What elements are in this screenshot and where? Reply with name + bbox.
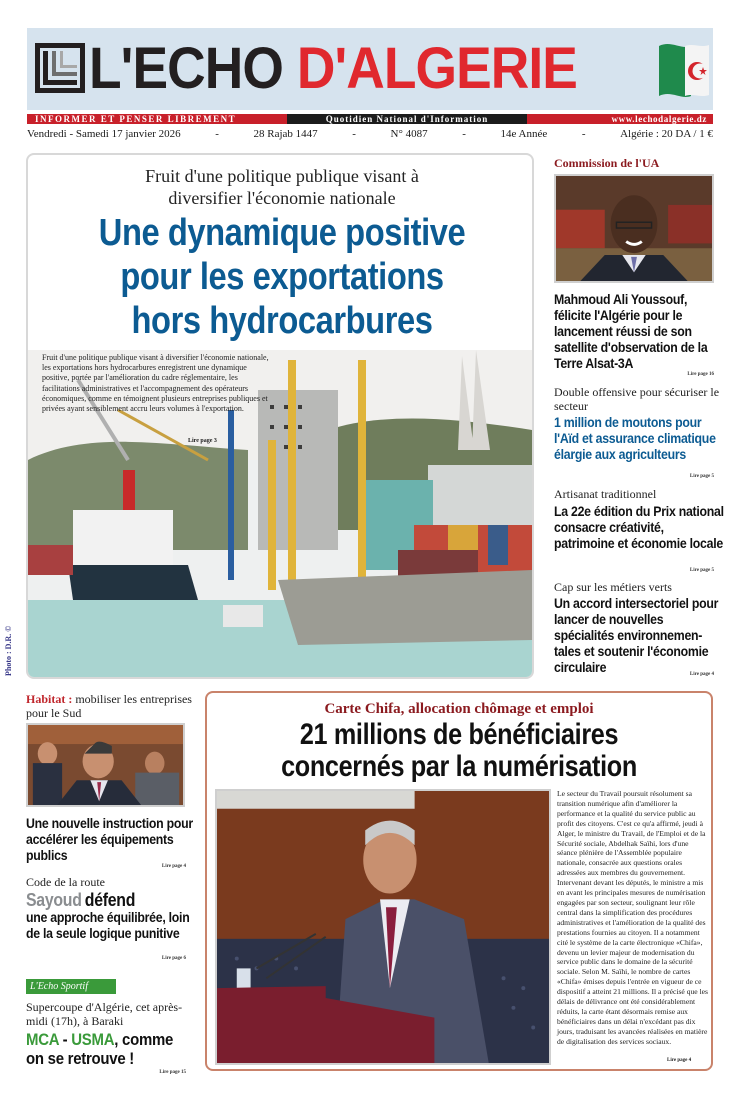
paper-type: Quotidien National d'Information xyxy=(287,114,527,124)
metiers-read-more[interactable]: Lire page 4 xyxy=(689,672,714,677)
main-story[interactable] xyxy=(26,153,534,679)
algerian-flag-icon xyxy=(657,40,711,98)
price: Algérie : 20 DA / 1 € xyxy=(620,128,713,140)
sport-section-badge[interactable]: L'Echo Sportif xyxy=(26,979,116,994)
bottom-story-read-more[interactable]: Lire page 4 xyxy=(667,1058,692,1063)
metiers-kicker: Cap sur les métiers verts xyxy=(554,580,672,594)
artisanat-read-more[interactable]: Lire page 5 xyxy=(689,568,714,573)
tagline-bar xyxy=(27,114,713,124)
logo-mark-icon xyxy=(35,43,85,93)
bottom-story-headline[interactable]: 21 millions de bénéficiaires concernés par la numérisation xyxy=(281,718,637,783)
newspaper-title: L'ECHO D'ALGERIE xyxy=(89,36,577,101)
bottom-story[interactable] xyxy=(205,691,713,1071)
moutons-kicker: Double offensive pour sécuriser le secteur xyxy=(554,385,720,413)
motto: INFORMER ET PENSER LIBREMENT xyxy=(27,114,287,124)
date: Vendredi - Samedi 17 janvier 2026 xyxy=(27,128,181,140)
publication-year: 14e Année xyxy=(500,128,548,140)
minister-speaking-photo xyxy=(215,789,551,1065)
read-more-link[interactable]: Lire page 3 xyxy=(188,438,217,444)
issue-number: N° 4087 xyxy=(390,128,428,140)
main-story-lead: Fruit d'une politique publique visant à diversifier l'économie nationale, les exportations hors hydrocarbures enregistrent une dynamique positive, portée par l'amélioration du cadre réglementaire, les facilitations administratives et l'accompagnement des opérateurs économiques, comme en témoignent plusieurs entreprises publiques et privées ayant sensiblement accru leurs volumes à l'exportation. xyxy=(42,353,269,414)
team-mca: MCA xyxy=(26,1030,59,1049)
habitat-photo xyxy=(26,723,185,807)
masthead xyxy=(27,28,713,110)
main-story-headline[interactable]: Une dynamique positive pour les exportations hors hydrocarbures xyxy=(98,212,466,342)
route-headline[interactable]: Sayoud défend une approche équilibrée, loin de la seule logique punitive xyxy=(26,890,190,941)
website-link[interactable]: www.lechodalgerie.dz xyxy=(527,114,713,124)
main-story-kicker: Fruit d'une politique publique visant à diversifier l'économie nationale xyxy=(145,166,419,208)
habitat-kicker: Habitat : mobiliser les entreprises pour le Sud xyxy=(26,692,192,720)
artisanat-headline[interactable]: La 22e édition du Prix national consacre créativité, patrimoine et économie locale xyxy=(554,503,724,551)
hijri-date: 28 Rajab 1447 xyxy=(253,128,318,140)
sport-kicker: Supercoupe d'Algérie, cet après-midi (17h), à Baraki xyxy=(26,1000,183,1028)
bottom-story-body: Le secteur du Travail poursuit résolument sa transition numérique afin d'améliorer la performance et la qualité du service public au profit des citoyens. C'est ce qu'a affirmé, jeudi à Alger, le ministre du Travail, de l'Emploi et de la Sécurité sociale, Abdelhak Saïhi, lors d'une séance plénière de l'Assemblée populaire nationale, consacrée aux questions orales adressées aux membres du gouvernement. Intervenant devant les députés, le ministre a mis en avant les principales mesures de numérisation engagées par son secteur, soulignant leur rôle central dans la simplification des procédures administratives et l'amélioration de la qualité des prestations fournies au citoyen. Il a notamment cité le système de la carte électronique «Chifa», devenu un levier majeur de modernisation du service public dans le domaine de la sécurité sociale. Selon M. Saïhi, le nombre de cartes «Chifa» émises depuis l'entrée en vigueur de ce dispositif a atteint 21 millions. Il a précisé que les délais de délivrance ont été considérablement réduits, la carte étant désormais remise aux bénéficiaires dans un délai n'excédant pas dix jours, traduisant les avancées réalisées en matière de digitalisation des services sociaux. xyxy=(557,789,708,1046)
metiers-headline[interactable]: Un accord intersectoriel pour lancer de nouvelles spécialités environnemen-tales et soutenir l'économie circulaire xyxy=(554,595,719,675)
habitat-headline[interactable]: Une nouvelle instruction pour accélérer les équipements publics xyxy=(26,815,193,863)
ua-read-more[interactable]: Lire page 16 xyxy=(687,372,714,377)
moutons-read-more[interactable]: Lire page 5 xyxy=(689,474,714,479)
dateline: Vendredi - Samedi 17 janvier 2026 - 28 Rajab 1447 - N° 4087 - 14e Année - Algérie : 20 DA / 1 € xyxy=(27,128,713,140)
bottom-story-kicker: Carte Chifa, allocation chômage et emploi xyxy=(324,701,594,717)
ua-portrait-photo xyxy=(554,174,714,283)
habitat-read-more[interactable]: Lire page 4 xyxy=(161,864,186,869)
habitat-label: Habitat : xyxy=(26,692,73,706)
sport-read-more[interactable]: Lire page 15 xyxy=(159,1070,186,1075)
sport-headline[interactable]: MCA - USMA, comme on se retrouve ! xyxy=(26,1030,174,1068)
route-name: Sayoud xyxy=(26,890,82,910)
ua-headline[interactable]: Mahmoud Ali Youssouf, félicite l'Algérie pour le lancement réussi de son satellite d'observation de la Terre Alsat-3A xyxy=(554,291,708,371)
ua-kicker: Commission de l'UA xyxy=(554,156,660,170)
route-kicker: Code de la route xyxy=(26,875,105,889)
artisanat-kicker: Artisanat traditionnel xyxy=(554,487,657,501)
moutons-headline[interactable]: 1 million de moutons pour l'Aïd et assurance climatique élargie aux agriculteurs xyxy=(554,414,716,462)
photo-credit: Photo : D.R. © xyxy=(4,625,13,676)
route-read-more[interactable]: Lire page 6 xyxy=(161,956,186,961)
team-usma: USMA xyxy=(71,1030,115,1049)
